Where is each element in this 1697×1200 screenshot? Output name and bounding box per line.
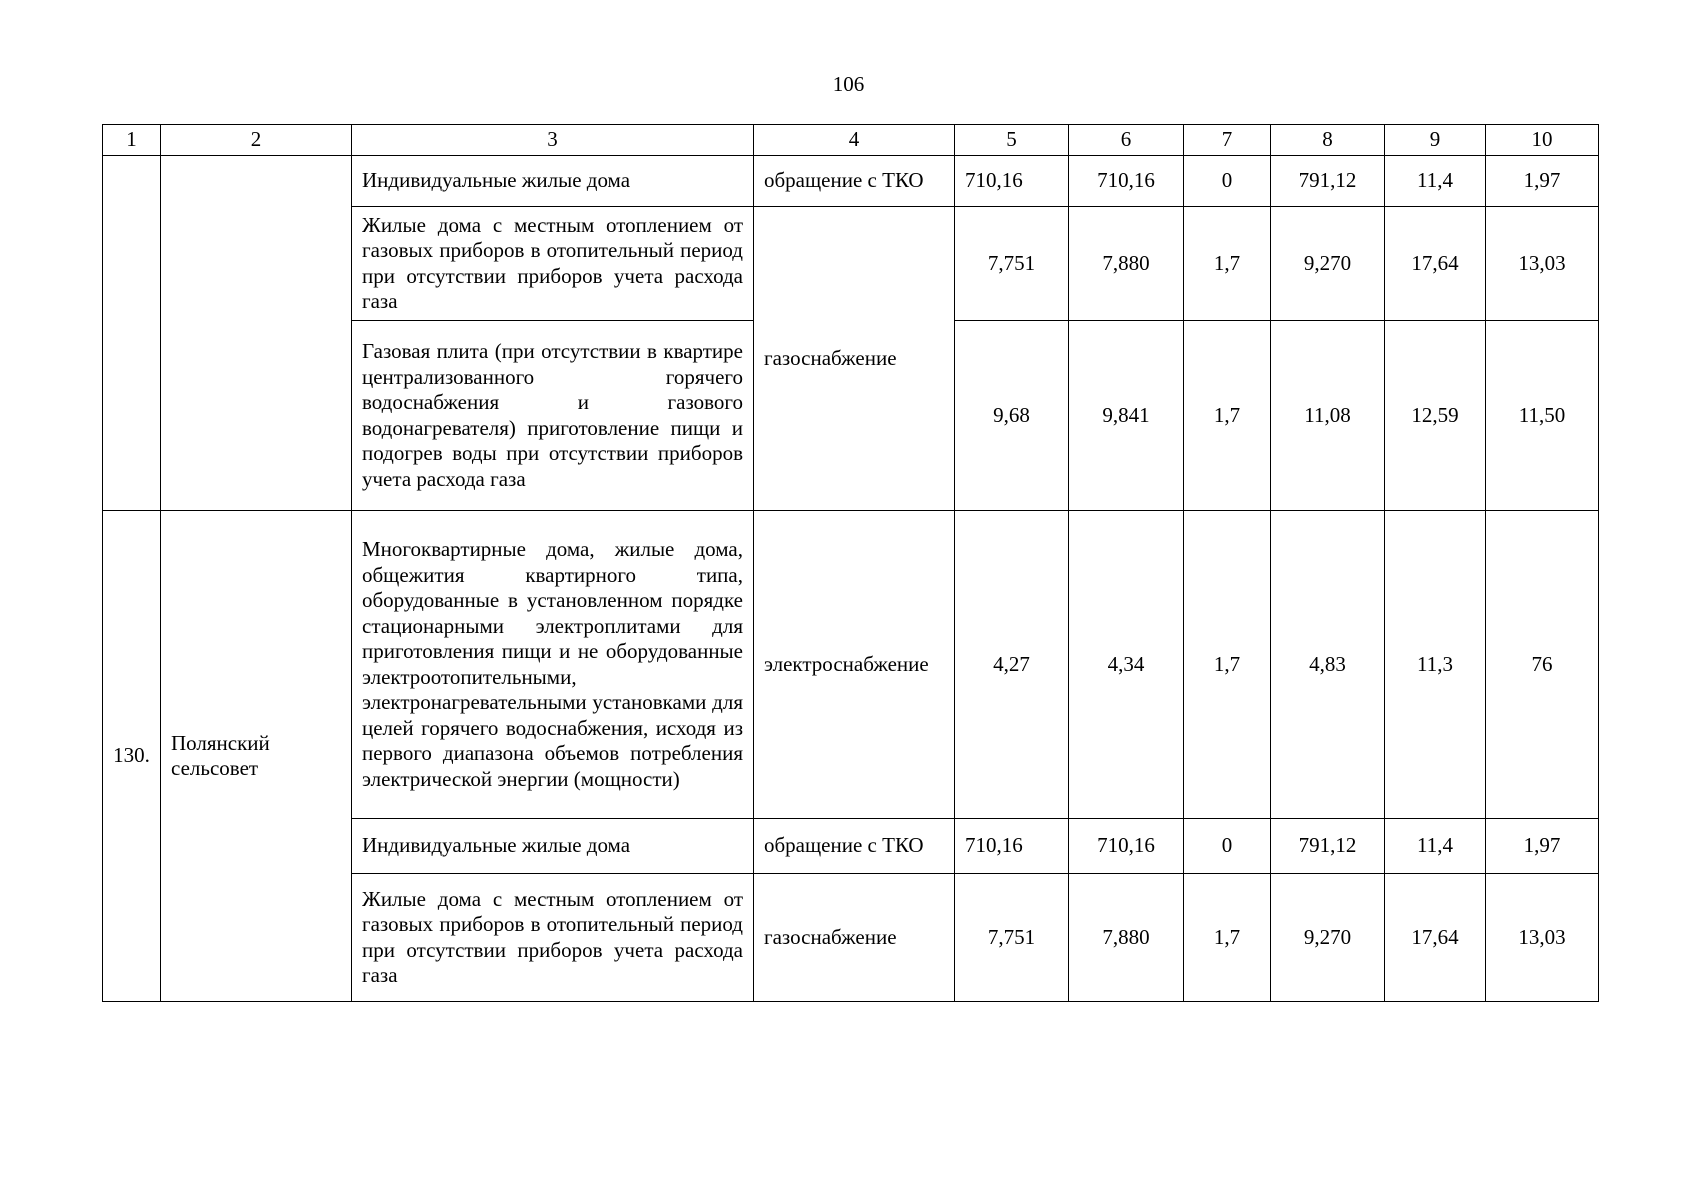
column-header: 1 [103, 125, 161, 156]
value-cell: 12,59 [1385, 321, 1486, 511]
column-header: 2 [161, 125, 352, 156]
description-cell: Жилые дома с местным отоплением от газовых приборов в отопительный период при отсутствии приборов учета расхода газа [352, 874, 754, 1002]
service-cell: обращение с ТКО [754, 156, 955, 207]
value-cell: 9,841 [1069, 321, 1184, 511]
value-cell: 7,751 [955, 874, 1069, 1002]
value-cell: 791,12 [1271, 156, 1385, 207]
description-cell: Газовая плита (при отсутствии в квартире централизованного горячего водоснабжения и газового водонагревателя) приготовление пищи и подогрев воды при отсутствии приборов учета расхода газа [352, 321, 754, 511]
value-cell: 13,03 [1486, 874, 1599, 1002]
page-number: 106 [832, 72, 865, 96]
tariff-table [102, 124, 1599, 1002]
column-header: 5 [955, 125, 1069, 156]
value-cell: 11,4 [1385, 156, 1486, 207]
value-cell: 710,16 [1069, 819, 1184, 874]
value-cell: 76 [1486, 511, 1599, 819]
service-label: газоснабжение [764, 345, 897, 370]
value-cell: 7,751 [955, 207, 1069, 321]
value-cell: 11,4 [1385, 819, 1486, 874]
value-cell: 710,16 [1069, 156, 1184, 207]
value-cell: 710,16 [955, 819, 1069, 874]
column-header: 7 [1184, 125, 1271, 156]
value-cell: 7,880 [1069, 874, 1184, 1002]
value-cell: 4,83 [1271, 511, 1385, 819]
table-row [103, 511, 1599, 819]
entry-index: 130. [103, 511, 161, 1002]
description-cell: Индивидуальные жилые дома [352, 156, 754, 207]
description-cell: Многоквартирные дома, жилые дома, общежития квартирного типа, оборудованные в установленном порядке стационарными электроплитами для приготовления пищи и не оборудованные электроотопительными, электронагревательными установками для целей горячего водоснабжения, исходя из первого диапазона объемов потребления электрической энергии (мощности) [352, 511, 754, 819]
value-cell: 0 [1184, 819, 1271, 874]
column-header: 6 [1069, 125, 1184, 156]
value-cell: 11,08 [1271, 321, 1385, 511]
value-cell: 17,64 [1385, 874, 1486, 1002]
service-cell: обращение с ТКО [754, 819, 955, 874]
value-cell: 1,7 [1184, 874, 1271, 1002]
description-cell: Индивидуальные жилые дома [352, 819, 754, 874]
column-header: 9 [1385, 125, 1486, 156]
value-cell: 11,3 [1385, 511, 1486, 819]
value-cell: 13,03 [1486, 207, 1599, 321]
value-cell: 9,270 [1271, 874, 1385, 1002]
value-cell: 1,7 [1184, 207, 1271, 321]
value-cell: 791,12 [1271, 819, 1385, 874]
service-cell [754, 207, 955, 511]
value-cell: 4,27 [955, 511, 1069, 819]
table-row [103, 156, 1599, 207]
value-cell: 1,97 [1486, 819, 1599, 874]
value-cell: 9,270 [1271, 207, 1385, 321]
value-cell: 4,34 [1069, 511, 1184, 819]
name-cell-empty [161, 156, 352, 511]
value-cell: 0 [1184, 156, 1271, 207]
value-cell: 11,50 [1486, 321, 1599, 511]
header-row [103, 125, 1599, 156]
service-cell: газоснабжение [754, 874, 955, 1002]
column-header: 8 [1271, 125, 1385, 156]
index-cell-empty [103, 156, 161, 511]
description-cell: Жилые дома с местным отоплением от газовых приборов в отопительный период при отсутствии приборов учета расхода газа [352, 207, 754, 321]
value-cell: 1,7 [1184, 511, 1271, 819]
value-cell: 1,7 [1184, 321, 1271, 511]
service-cell: электроснабжение [754, 511, 955, 819]
value-cell: 1,97 [1486, 156, 1599, 207]
value-cell: 17,64 [1385, 207, 1486, 321]
value-cell: 9,68 [955, 321, 1069, 511]
value-cell: 710,16 [955, 156, 1069, 207]
column-header: 10 [1486, 125, 1599, 156]
entry-name: Полянский сельсовет [161, 511, 352, 1002]
column-header: 3 [352, 125, 754, 156]
column-header: 4 [754, 125, 955, 156]
value-cell: 7,880 [1069, 207, 1184, 321]
